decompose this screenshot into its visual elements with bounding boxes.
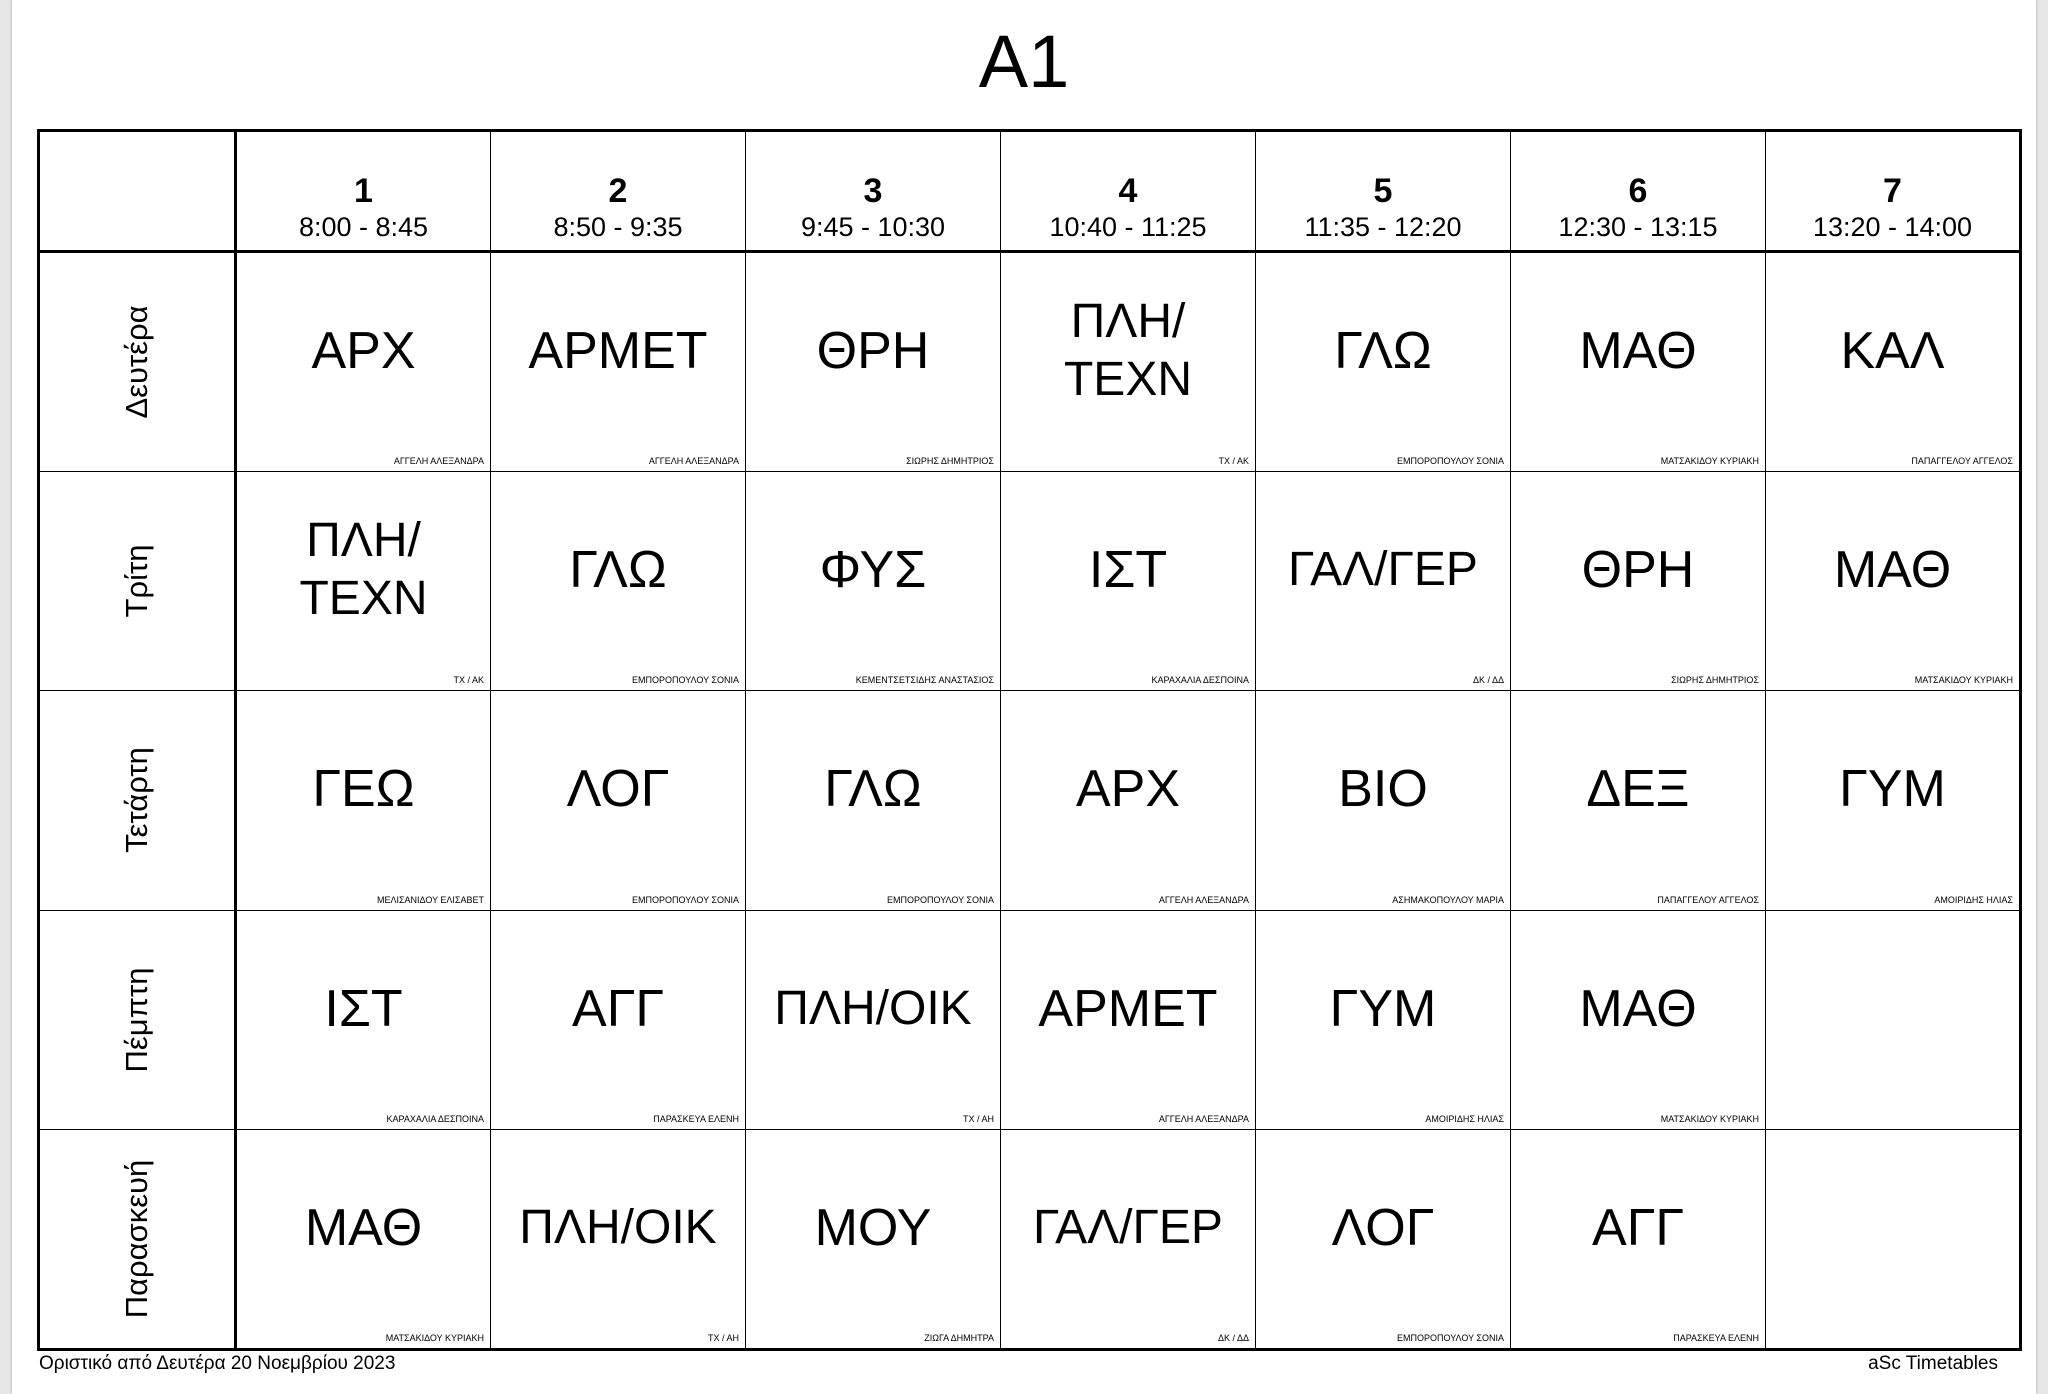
period-number: 4 — [1118, 172, 1138, 210]
teacher-label: ΜΕΛΙΣΑΝΙΔΟΥ ΕΛΙΣΑΒΕΤ — [376, 894, 484, 905]
lesson-cell — [236, 471, 491, 691]
period-number: 7 — [1883, 172, 1902, 210]
lesson-cell — [1766, 691, 2021, 911]
period-time: 10:40 - 11:25 — [1049, 212, 1207, 242]
period-header — [1766, 131, 2021, 252]
period-number: 1 — [354, 172, 373, 210]
subject-label: ΦΥΣ — [819, 540, 927, 599]
teacher-label: ΤΧ / ΑΚ — [1218, 455, 1249, 466]
page-title: A1 — [978, 20, 1070, 103]
teacher-label: ΚΑΡΑΧΑΛΙΑ ΔΕΣΠΟΙΝΑ — [386, 1114, 484, 1125]
period-header — [746, 131, 1001, 252]
subject-label — [1766, 911, 2019, 1108]
subject-label: ΠΛΗ/ ΤΕΧΝ — [1063, 294, 1192, 406]
day-cell — [39, 1130, 236, 1350]
lesson-cell — [1511, 910, 1766, 1130]
subject-label: ΓΑΛ/ΓΕΡ — [1033, 1201, 1223, 1255]
lesson-cell — [1766, 910, 2021, 1130]
day-cell — [39, 910, 236, 1130]
teacher-label: ΠΑΠΑΓΓΕΛΟΥ ΑΓΓΕΛΟΣ — [1657, 894, 1759, 905]
teacher-label: ΑΓΓΕΛΗ ΑΛΕΞΑΝΔΡΑ — [648, 455, 739, 466]
lesson-cell — [1256, 910, 1511, 1130]
teacher-label: ΔΚ / ΔΔ — [1472, 675, 1504, 686]
lesson-cell — [1766, 252, 2021, 472]
period-header — [1001, 131, 1256, 252]
subject-label: ΓΕΩ — [312, 760, 415, 819]
subject-label: ΜΑΘ — [1579, 980, 1697, 1039]
subject-label: ΘΡΗ — [816, 321, 930, 380]
teacher-label: ΑΜΟΙΡΙΔΗΣ ΗΛΙΑΣ — [1425, 1114, 1504, 1125]
lesson-cell — [1256, 1130, 1511, 1350]
teacher-label: ΕΜΠΟΡΟΠΟΥΛΟΥ ΣΟΝΙΑ — [1397, 1333, 1504, 1343]
subject-label: ΑΓΓ — [1592, 1199, 1684, 1258]
lesson-cell — [1001, 1130, 1256, 1350]
teacher-label: ΜΑΤΣΑΚΙΔΟΥ ΚΥΡΙΑΚΗ — [1914, 675, 2013, 686]
day-name: Τρίτη — [119, 544, 154, 618]
subject-label: ΑΓΓ — [572, 980, 664, 1039]
lesson-cell — [1511, 471, 1766, 691]
lesson-cell — [1511, 252, 1766, 472]
period-header — [1256, 131, 1511, 252]
lesson-cell — [491, 471, 746, 691]
period-number: 6 — [1628, 172, 1648, 210]
subject-label: ΛΟΓ — [566, 760, 670, 819]
subject-label: ΠΛΗ/ ΤΕΧΝ — [299, 513, 428, 625]
teacher-label: ΖΙΩΓΑ ΔΗΜΗΤΡΑ — [924, 1333, 994, 1343]
period-time: 11:35 - 12:20 — [1304, 212, 1462, 242]
subject-label: ΜΟΥ — [814, 1199, 932, 1258]
subject-label: ΠΛΗ/ΟΙΚ — [519, 1201, 717, 1255]
teacher-label: ΠΑΡΑΣΚΕΥΑ ΕΛΕΝΗ — [653, 1114, 739, 1125]
subject-label — [1766, 1130, 2019, 1326]
lesson-cell — [746, 471, 1001, 691]
subject-label: ΒΙΟ — [1338, 760, 1428, 819]
subject-label: ΘΡΗ — [1581, 540, 1695, 599]
lesson-cell — [236, 691, 491, 911]
lesson-cell — [1256, 691, 1511, 911]
timetable-grid — [37, 129, 2022, 1351]
day-cell — [39, 471, 236, 691]
day-row — [39, 691, 2021, 911]
subject-label: ΜΑΘ — [304, 1199, 423, 1258]
period-time: 8:50 - 9:35 — [553, 212, 683, 242]
day-name: Δευτέρα — [119, 305, 154, 419]
period-number: 2 — [608, 172, 628, 210]
period-time: 8:00 - 8:45 — [298, 212, 429, 242]
subject-label: ΑΡΧ — [311, 321, 416, 380]
subject-label: ΑΡΜΕΤ — [528, 321, 708, 380]
teacher-label: ΣΙΩΡΗΣ ΔΗΜΗΤΡΙΟΣ — [1671, 675, 1759, 686]
subject-label: ΠΛΗ/ΟΙΚ — [774, 982, 972, 1036]
subject-label: ΓΥΜ — [1329, 980, 1437, 1039]
lesson-cell — [746, 1130, 1001, 1350]
lesson-cell — [491, 252, 746, 472]
day-row — [39, 910, 2021, 1130]
lesson-cell — [491, 691, 746, 911]
subject-label: ΓΛΩ — [1334, 321, 1432, 380]
teacher-label: ΤΧ / ΑΗ — [707, 1333, 739, 1343]
lesson-cell — [1001, 691, 1256, 911]
subject-label: ΜΑΘ — [1579, 321, 1697, 380]
lesson-cell — [1001, 471, 1256, 691]
lesson-cell — [236, 1130, 491, 1350]
timetable-sheet — [12, 0, 2036, 1394]
lesson-cell — [1511, 1130, 1766, 1350]
period-number: 5 — [1373, 172, 1393, 210]
teacher-label: ΚΑΡΑΧΑΛΙΑ ΔΕΣΠΟΙΝΑ — [1151, 675, 1249, 686]
lesson-cell — [236, 252, 491, 472]
subject-label: ΓΛΩ — [569, 540, 667, 599]
day-name: Παρασκευή — [119, 1159, 154, 1319]
teacher-label: ΑΓΓΕΛΗ ΑΛΕΞΑΝΔΡΑ — [393, 455, 484, 466]
day-row — [39, 252, 2021, 472]
teacher-label: ΕΜΠΟΡΟΠΟΥΛΟΥ ΣΟΝΙΑ — [632, 675, 739, 686]
subject-label: ΑΡΜΕΤ — [1038, 980, 1218, 1039]
teacher-label: ΤΧ / ΑΚ — [453, 675, 484, 686]
period-header — [491, 131, 746, 252]
lesson-cell — [1256, 252, 1511, 472]
teacher-label: ΜΑΤΣΑΚΙΔΟΥ ΚΥΡΙΑΚΗ — [1660, 1114, 1759, 1125]
day-name: Τετάρτη — [119, 747, 154, 854]
status-note: Οριστικό από Δευτέρα 20 Νοεμβρίου 2023 — [39, 1353, 396, 1374]
generator-credit: aSc Timetables — [1868, 1353, 1998, 1374]
periods-header-row — [39, 131, 2021, 252]
teacher-label: ΕΜΠΟΡΟΠΟΥΛΟΥ ΣΟΝΙΑ — [887, 894, 994, 905]
subject-label: ΛΟΓ — [1331, 1199, 1435, 1258]
subject-label: ΓΥΜ — [1839, 760, 1946, 819]
teacher-label: ΑΜΟΙΡΙΔΗΣ ΗΛΙΑΣ — [1934, 894, 2013, 905]
teacher-label: ΜΑΤΣΑΚΙΔΟΥ ΚΥΡΙΑΚΗ — [385, 1333, 484, 1343]
lesson-cell — [746, 910, 1001, 1130]
teacher-label: ΠΑΡΑΣΚΕΥΑ ΕΛΕΝΗ — [1673, 1333, 1759, 1343]
lesson-cell — [746, 691, 1001, 911]
subject-label: ΚΑΛ — [1840, 321, 1945, 380]
teacher-label: ΑΓΓΕΛΗ ΑΛΕΞΑΝΔΡΑ — [1158, 894, 1249, 905]
subject-label: ΑΡΧ — [1075, 760, 1181, 819]
subject-label: ΙΣΤ — [1088, 540, 1168, 599]
lesson-cell — [236, 910, 491, 1130]
period-header — [1511, 131, 1766, 252]
day-cell — [39, 252, 236, 472]
period-time: 12:30 - 13:15 — [1558, 212, 1718, 242]
teacher-label: ΜΑΤΣΑΚΙΔΟΥ ΚΥΡΙΑΚΗ — [1660, 455, 1759, 466]
lesson-cell — [746, 252, 1001, 472]
teacher-label: ΣΙΩΡΗΣ ΔΗΜΗΤΡΙΟΣ — [906, 455, 994, 466]
corner-cell — [39, 131, 236, 252]
period-time: 13:20 - 14:00 — [1812, 212, 1973, 242]
lesson-cell — [1511, 691, 1766, 911]
lesson-cell — [1001, 910, 1256, 1130]
day-name: Πέμπτη — [119, 967, 154, 1073]
day-row — [39, 1130, 2021, 1350]
teacher-label: ΤΧ / ΑΗ — [962, 1114, 994, 1125]
teacher-label: ΑΓΓΕΛΗ ΑΛΕΞΑΝΔΡΑ — [1158, 1114, 1249, 1125]
lesson-cell — [491, 1130, 746, 1350]
subject-label: ΜΑΘ — [1833, 540, 1952, 599]
period-number: 3 — [863, 172, 883, 210]
teacher-label: ΚΕΜΕΝΤΣΕΤΣΙΔΗΣ ΑΝΑΣΤΑΣΙΟΣ — [855, 675, 994, 686]
day-cell — [39, 691, 236, 911]
subject-label: ΙΣΤ — [324, 980, 403, 1039]
subject-label: ΓΑΛ/ΓΕΡ — [1288, 542, 1478, 596]
subject-label: ΓΛΩ — [824, 760, 922, 819]
teacher-label: ΕΜΠΟΡΟΠΟΥΛΟΥ ΣΟΝΙΑ — [1397, 455, 1504, 466]
lesson-cell — [1256, 471, 1511, 691]
subject-label: ΔΕΞ — [1586, 760, 1690, 819]
lesson-cell — [1001, 252, 1256, 472]
teacher-label: ΑΣΗΜΑΚΟΠΟΥΛΟΥ ΜΑΡΙΑ — [1392, 894, 1504, 905]
teacher-label: ΠΑΠΑΓΓΕΛΟΥ ΑΓΓΕΛΟΣ — [1911, 455, 2013, 466]
period-time: 9:45 - 10:30 — [800, 212, 946, 242]
lesson-cell — [1766, 471, 2021, 691]
teacher-label: ΔΚ / ΔΔ — [1217, 1333, 1249, 1343]
day-row — [39, 471, 2021, 691]
teacher-label: ΕΜΠΟΡΟΠΟΥΛΟΥ ΣΟΝΙΑ — [632, 894, 739, 905]
lesson-cell — [1766, 1130, 2021, 1350]
lesson-cell — [491, 910, 746, 1130]
period-header — [236, 131, 491, 252]
